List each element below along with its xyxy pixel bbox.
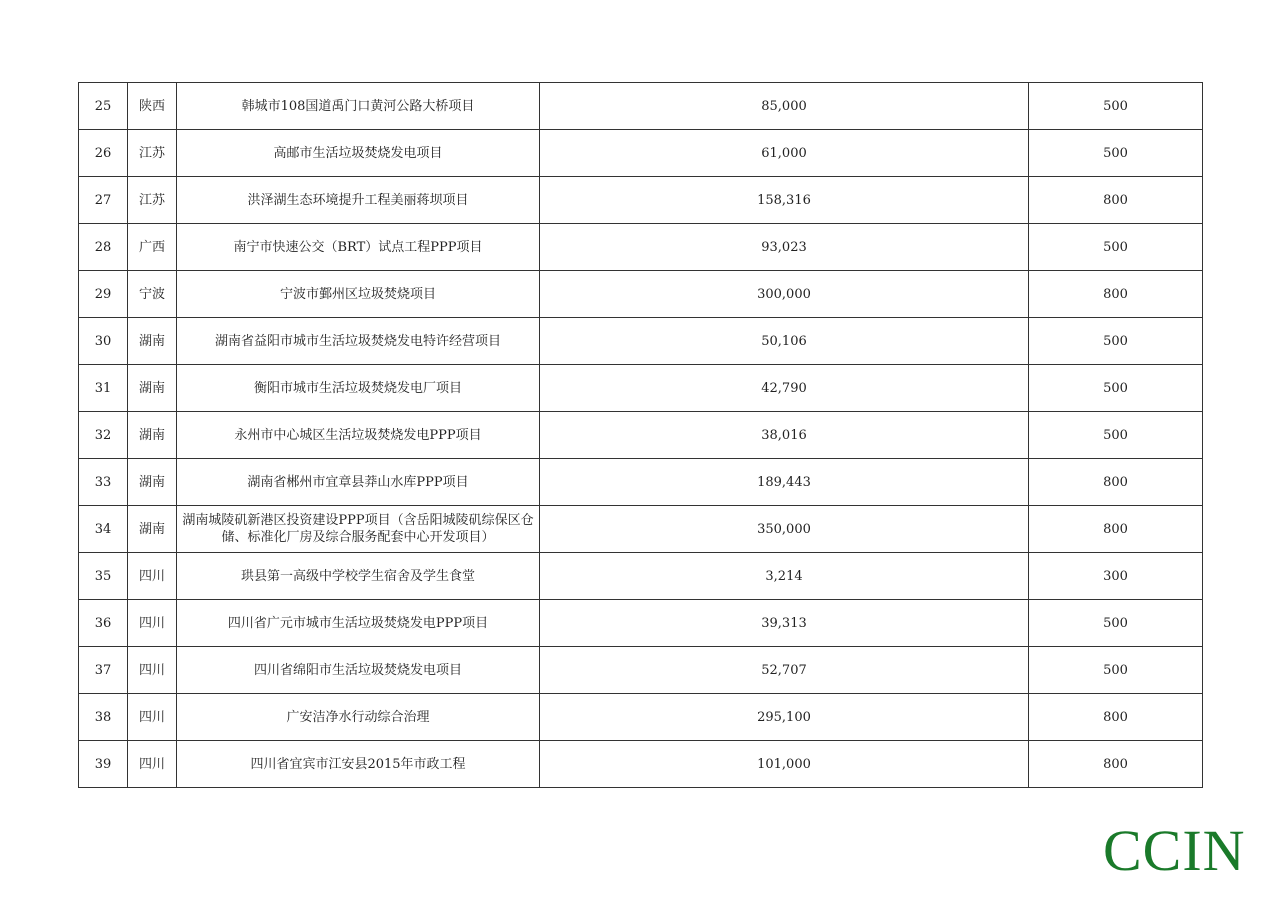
table-row (79, 553, 1203, 600)
amount-cell: 800 (1029, 506, 1203, 553)
amount-cell: 500 (1029, 130, 1203, 177)
row-index-cell: 34 (79, 506, 128, 553)
row-index-cell: 30 (79, 318, 128, 365)
row-index-cell: 26 (79, 130, 128, 177)
project-name-cell: 广安洁净水行动综合治理 (177, 694, 540, 741)
row-index-cell: 25 (79, 83, 128, 130)
table-row (79, 647, 1203, 694)
project-name-cell: 四川省绵阳市生活垃圾焚烧发电项目 (177, 647, 540, 694)
amount-cell: 500 (1029, 647, 1203, 694)
investment-cell: 189,443 (540, 459, 1029, 506)
project-name-cell: 永州市中心城区生活垃圾焚烧发电PPP项目 (177, 412, 540, 459)
row-index-cell: 32 (79, 412, 128, 459)
amount-cell: 500 (1029, 318, 1203, 365)
table-row (79, 600, 1203, 647)
investment-cell: 39,313 (540, 600, 1029, 647)
project-name-cell: 高邮市生活垃圾焚烧发电项目 (177, 130, 540, 177)
amount-cell: 500 (1029, 83, 1203, 130)
investment-cell: 38,016 (540, 412, 1029, 459)
province-cell: 四川 (128, 553, 177, 600)
amount-cell: 300 (1029, 553, 1203, 600)
province-cell: 宁波 (128, 271, 177, 318)
table-row (79, 694, 1203, 741)
investment-cell: 93,023 (540, 224, 1029, 271)
amount-cell: 500 (1029, 412, 1203, 459)
amount-cell: 800 (1029, 271, 1203, 318)
table-row (79, 412, 1203, 459)
investment-cell: 3,214 (540, 553, 1029, 600)
table-row (79, 271, 1203, 318)
table-row (79, 506, 1203, 553)
amount-cell: 800 (1029, 177, 1203, 224)
project-name-cell: 四川省宜宾市江安县2015年市政工程 (177, 741, 540, 788)
province-cell: 湖南 (128, 412, 177, 459)
row-index-cell: 28 (79, 224, 128, 271)
ccin-watermark-logo: CCIN (1103, 818, 1246, 883)
amount-cell: 500 (1029, 224, 1203, 271)
project-name-cell: 衡阳市城市生活垃圾焚烧发电厂项目 (177, 365, 540, 412)
table-row (79, 130, 1203, 177)
row-index-cell: 33 (79, 459, 128, 506)
table-body (79, 83, 1203, 788)
project-name-cell: 湖南城陵矶新港区投资建设PPP项目（含岳阳城陵矶综保区仓储、标准化厂房及综合服务配套中心开发项目） (177, 506, 540, 553)
investment-cell: 50,106 (540, 318, 1029, 365)
province-cell: 广西 (128, 224, 177, 271)
table-row (79, 318, 1203, 365)
project-table (78, 82, 1203, 788)
amount-cell: 800 (1029, 694, 1203, 741)
investment-cell: 52,707 (540, 647, 1029, 694)
investment-cell: 61,000 (540, 130, 1029, 177)
province-cell: 湖南 (128, 459, 177, 506)
investment-cell: 101,000 (540, 741, 1029, 788)
amount-cell: 800 (1029, 741, 1203, 788)
investment-cell: 295,100 (540, 694, 1029, 741)
project-name-cell: 南宁市快速公交（BRT）试点工程PPP项目 (177, 224, 540, 271)
project-name-cell: 洪泽湖生态环境提升工程美丽蒋坝项目 (177, 177, 540, 224)
investment-cell: 85,000 (540, 83, 1029, 130)
province-cell: 湖南 (128, 365, 177, 412)
investment-cell: 350,000 (540, 506, 1029, 553)
table-row (79, 83, 1203, 130)
table-row (79, 459, 1203, 506)
row-index-cell: 36 (79, 600, 128, 647)
province-cell: 四川 (128, 741, 177, 788)
province-cell: 四川 (128, 694, 177, 741)
table-row (79, 365, 1203, 412)
table-row (79, 741, 1203, 788)
row-index-cell: 29 (79, 271, 128, 318)
amount-cell: 500 (1029, 600, 1203, 647)
row-index-cell: 37 (79, 647, 128, 694)
province-cell: 四川 (128, 600, 177, 647)
province-cell: 江苏 (128, 177, 177, 224)
row-index-cell: 27 (79, 177, 128, 224)
amount-cell: 500 (1029, 365, 1203, 412)
project-name-cell: 珙县第一高级中学校学生宿舍及学生食堂 (177, 553, 540, 600)
investment-cell: 300,000 (540, 271, 1029, 318)
table-row (79, 177, 1203, 224)
row-index-cell: 38 (79, 694, 128, 741)
province-cell: 江苏 (128, 130, 177, 177)
investment-cell: 158,316 (540, 177, 1029, 224)
province-cell: 四川 (128, 647, 177, 694)
project-name-cell: 宁波市鄞州区垃圾焚烧项目 (177, 271, 540, 318)
row-index-cell: 39 (79, 741, 128, 788)
province-cell: 湖南 (128, 318, 177, 365)
row-index-cell: 31 (79, 365, 128, 412)
row-index-cell: 35 (79, 553, 128, 600)
amount-cell: 800 (1029, 459, 1203, 506)
province-cell: 湖南 (128, 506, 177, 553)
table-row (79, 224, 1203, 271)
investment-cell: 42,790 (540, 365, 1029, 412)
project-name-cell: 湖南省益阳市城市生活垃圾焚烧发电特许经营项目 (177, 318, 540, 365)
province-cell: 陕西 (128, 83, 177, 130)
project-name-cell: 四川省广元市城市生活垃圾焚烧发电PPP项目 (177, 600, 540, 647)
project-name-cell: 韩城市108国道禹门口黄河公路大桥项目 (177, 83, 540, 130)
project-name-cell: 湖南省郴州市宜章县莽山水库PPP项目 (177, 459, 540, 506)
